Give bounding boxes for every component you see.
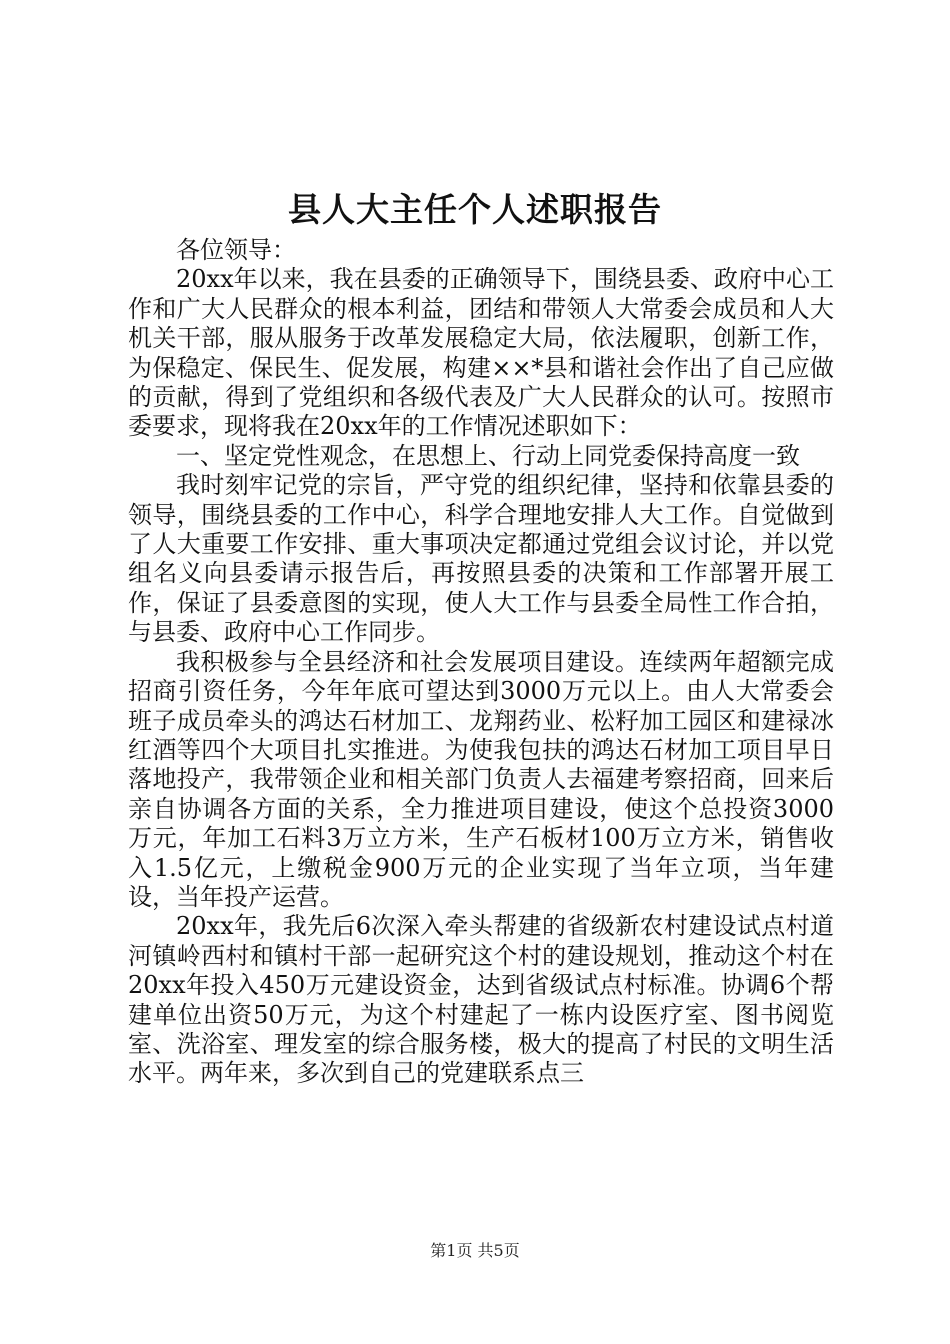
paragraph-economic-projects: 我积极参与全县经济和社会发展项目建设。连续两年超额完成招商引资任务，今年年底可望达到3000万元以上。由人大常委会班子成员牵头的鸿达石材加工、龙翔药业、松籽加工园区和建禄冰红酒等四个大项目扎实推进。为使我包扶的鸿达石材加工项目早日落地投产，我带领企业和相关部门负责人去福建考察招商，回来后亲自协调各方面的关系，全力推进项目建设，使这个总投资3000万元，年加工石料3万立方米，生产石板材100万立方米，销售收入1.5亿元，上缴税金900万元的企业实现了当年立项，当年建设，当年投产运营。 (128, 647, 834, 911)
paragraph-rural-construction: 20xx年，我先后6次深入牵头帮建的省级新农村建设试点村道河镇岭西村和镇村干部一起研究这个村的建设规划，推动这个村在20xx年投入450万元建设资金，达到省级试点村标准。协调6个帮建单位出资50万元，为这个村建起了一栋内设医疗室、图书阅览室、洗浴室、理发室的综合服务楼，极大的提高了村民的文明生活水平。两年来，多次到自己的党建联系点三 (128, 912, 834, 1088)
document-body (128, 236, 834, 1089)
page-footer: 第1页 共5页 (430, 1241, 520, 1260)
paragraph-party-discipline: 我时刻牢记党的宗旨，严守党的组织纪律，坚持和依靠县委的领导，围绕县委的工作中心，科学合理地安排人大工作。自觉做到了人大重要工作安排、重大事项决定都通过党组会议讨论，并以党组名义向县委请示报告后，再按照县委的决策和工作部署开展工作，保证了县委意图的实现，使人大工作与县委全局性工作合拍，与县委、政府中心工作同步。 (128, 471, 834, 647)
document-title: 县人大主任个人述职报告 (288, 190, 662, 229)
section-heading-1: 一、坚定党性观念，在思想上、行动上同党委保持高度一致 (176, 441, 800, 470)
salutation: 各位领导： (176, 236, 296, 264)
paragraph-intro: 20xx年以来，我在县委的正确领导下，围绕县委、政府中心工作和广大人民群众的根本利益，团结和带领人大常委会成员和人大机关干部，服从服务于改革发展稳定大局，依法履职，创新工作，为保稳定、保民生、促发展，构建××*县和谐社会作出了自己应做的贡献，得到了党组织和各级代表及广大人民群众的认可。按照市委要求，现将我在20xx年的工作情况述职如下： (128, 265, 834, 441)
